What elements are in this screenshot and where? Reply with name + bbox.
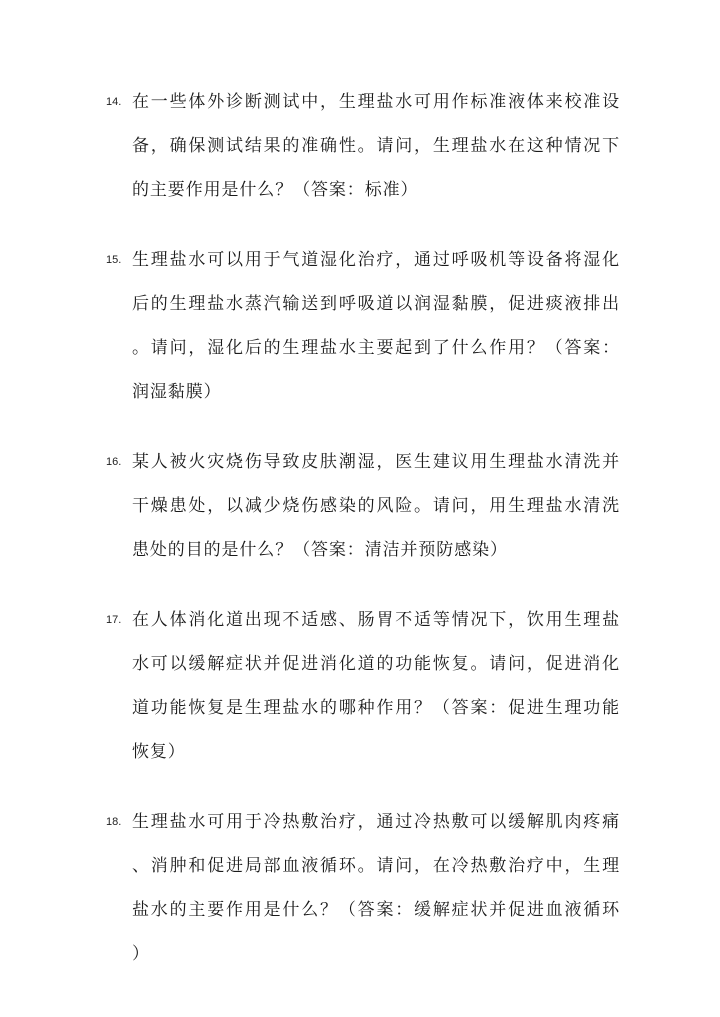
question-line: 后的生理盐水蒸汽输送到呼吸道以润湿黏膜，促进痰液排出 xyxy=(132,294,620,314)
question-line: 患处的目的是什么？（答案：清洁并预防感染） xyxy=(132,540,508,560)
question-line: 盐水的主要作用是什么？（答案：缓解症状并促进血液循环 xyxy=(132,900,620,920)
question-line: 在一些体外诊断测试中，生理盐水可用作标准液体来校准设 xyxy=(132,92,620,112)
question-17 xyxy=(106,598,620,774)
question-14 xyxy=(106,80,620,212)
question-text xyxy=(132,440,620,572)
question-line: 水可以缓解症状并促进消化道的功能恢复。请问，促进消化 xyxy=(132,654,620,674)
question-line: 干燥患处，以减少烧伤感染的风险。请问，用生理盐水清洗 xyxy=(132,496,620,516)
question-18 xyxy=(106,800,620,976)
question-text xyxy=(132,80,620,212)
question-line: 润湿黏膜） xyxy=(132,382,222,402)
question-line: ） xyxy=(132,944,150,964)
question-text xyxy=(132,238,620,414)
question-line: 备，确保测试结果的准确性。请问，生理盐水在这种情况下 xyxy=(132,136,620,156)
question-number: 15. xyxy=(106,254,122,266)
question-line: 生理盐水可用于冷热敷治疗，通过冷热敷可以缓解肌肉疼痛 xyxy=(132,812,620,832)
question-line: 。请问，湿化后的生理盐水主要起到了什么作用？（答案： xyxy=(132,338,620,358)
question-line: 、消肿和促进局部血液循环。请问，在冷热敷治疗中，生理 xyxy=(132,856,620,876)
question-text xyxy=(132,598,620,774)
question-16 xyxy=(106,440,620,572)
question-line: 生理盐水可以用于气道湿化治疗，通过呼吸机等设备将湿化 xyxy=(132,250,620,270)
question-number: 14. xyxy=(106,96,122,108)
question-line: 在人体消化道出现不适感、肠胃不适等情况下，饮用生理盐 xyxy=(132,610,620,630)
question-number: 16. xyxy=(106,456,122,468)
question-number: 17. xyxy=(106,614,122,626)
question-number: 18. xyxy=(106,816,122,828)
question-line: 的主要作用是什么？（答案：标准） xyxy=(132,180,419,200)
question-15 xyxy=(106,238,620,414)
question-text xyxy=(132,800,620,976)
question-line: 某人被火灾烧伤导致皮肤潮湿，医生建议用生理盐水清洗并 xyxy=(132,452,620,472)
question-list xyxy=(106,80,620,1002)
question-line: 恢复） xyxy=(132,742,186,762)
question-line: 道功能恢复是生理盐水的哪种作用？（答案：促进生理功能 xyxy=(132,698,620,718)
